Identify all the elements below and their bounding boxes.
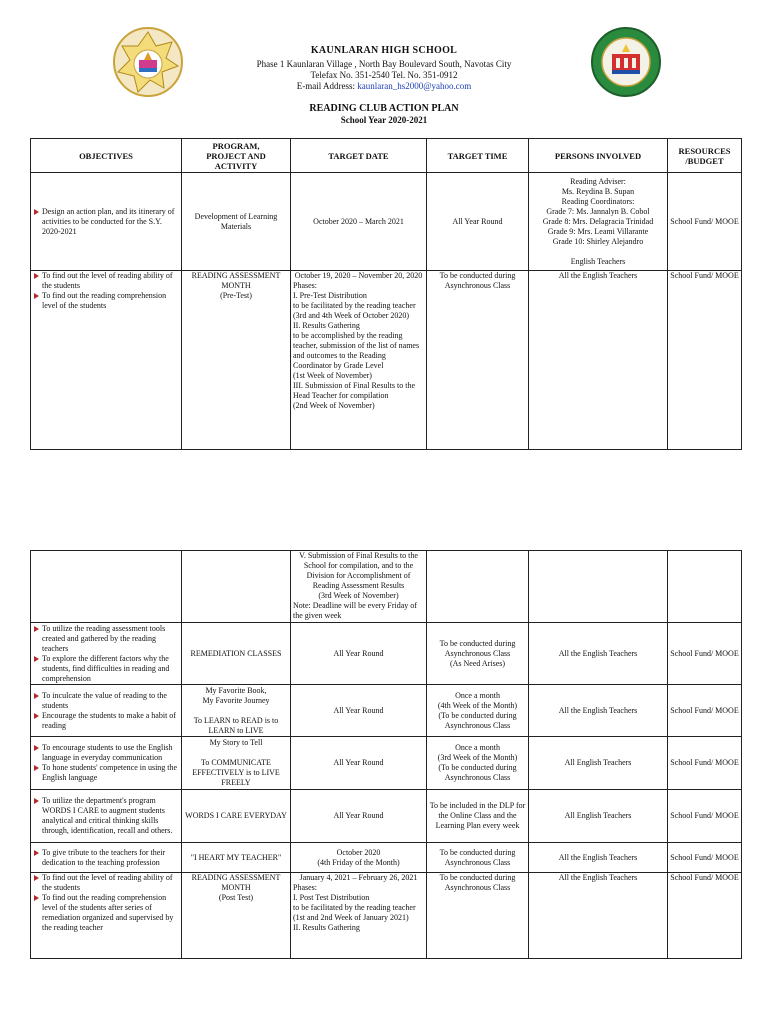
table-row	[31, 173, 742, 271]
date-cell: All Year Round	[291, 737, 427, 790]
date-cell: All Year Round	[291, 685, 427, 737]
school-email-line	[170, 81, 598, 92]
resources-cell: School Fund/ MOOE	[668, 173, 742, 271]
navotas-seal-logo	[590, 26, 662, 98]
table-header-row	[31, 139, 742, 173]
action-plan-table-part1	[30, 138, 742, 450]
action-plan-table-part2	[30, 550, 742, 959]
school-name: KAUNLARAN HIGH SCHOOL	[310, 45, 458, 56]
time-cell: To be included in the DLP for the Online Class and the Learning Plan every week	[427, 790, 529, 843]
date-cell: October 2020 (4th Friday of the Month)	[291, 843, 427, 873]
objective-cell: To inculcate the value of reading to the students Encourage the students to make a habit of reading	[31, 685, 182, 737]
time-cell: Once a month (3rd Week of the Month) (To be conducted during Asynchronous Class	[427, 737, 529, 790]
table-row	[31, 551, 742, 623]
time-cell: To be conducted during Asynchronous Class	[427, 873, 529, 959]
program-cell: WORDS I CARE EVERYDAY	[182, 790, 291, 843]
persons-cell: All the English Teachers	[529, 623, 668, 685]
school-telephone: Telefax No. 351-2540 Tel. No. 351-0912	[310, 70, 458, 80]
persons-cell: All English Teachers	[529, 737, 668, 790]
program-cell: REMEDIATION CLASSES	[182, 623, 291, 685]
persons-cell: All English Teachers	[529, 790, 668, 843]
persons-cell: All the English Teachers	[529, 843, 668, 873]
persons-cell: All the English Teachers	[529, 873, 668, 959]
table-row	[31, 623, 742, 685]
resources-cell: School Fund/ MOOE	[668, 873, 742, 959]
program-cell: READING ASSESSMENT MONTH (Pre-Test)	[182, 271, 291, 450]
table-row	[31, 790, 742, 843]
objective-cell: To utilize the reading assessment tools created and gathered by the reading teachers To explore the different factors why the students, find difficulties in reading and comprehension	[31, 623, 182, 685]
date-cell: October 2020 – March 2021	[291, 173, 427, 271]
date-cell: V. Submission of Final Results to the School for compilation, and to the Division for Accomplishment of Reading Assessment Results (3rd Week of November) Note: Deadline will be every Friday of the given week	[291, 551, 427, 623]
program-cell: My Favorite Book, My Favorite Journey To LEARN to READ is to LEARN to LIVE	[182, 685, 291, 737]
persons-cell: All the English Teachers	[529, 685, 668, 737]
date-cell: October 19, 2020 – November 20, 2020 Phases: I. Pre-Test Distribution to be facilitated by the reading teacher (3rd and 4th Week of October 2020) II. Results Gathering to be accomplished by the reading teacher, submission of the list of names and outcomes to the Reading Coordinator by Grade Level (1st Week of November) III. Submission of Final Results to the Head Teacher for compilation (2nd Week of November)	[291, 271, 427, 450]
program-cell	[182, 551, 291, 623]
program-cell: READING ASSESSMENT MONTH (Post Test)	[182, 873, 291, 959]
objective-cell: To find out the level of reading ability of the students To find out the reading comprehension level of the students	[31, 271, 182, 450]
header-target-time: TARGET TIME	[427, 139, 529, 173]
objective-cell: To utilize the department's program WORDS I CARE to augment students analytical and critical thinking skills through, identification, recall and others.	[31, 790, 182, 843]
table-row	[31, 271, 742, 450]
objective-cell: To find out the level of reading ability of the students To find out the reading comprehension level of the students after series of remediation organized and supervised by the reading teacher	[31, 873, 182, 959]
header-program: PROGRAM, PROJECT AND ACTIVITY	[182, 139, 291, 173]
email-link[interactable]: kaunlaran_hs2000@yahoo.com	[357, 81, 472, 91]
resources-cell	[668, 551, 742, 623]
table-row	[31, 873, 742, 959]
time-cell: To be conducted during Asynchronous Class	[427, 271, 529, 450]
program-cell: My Story to Tell To COMMUNICATE EFFECTIVELY is to LIVE FREELY	[182, 737, 291, 790]
header-resources: RESOURCES /BUDGET	[668, 139, 742, 173]
objective-cell	[31, 551, 182, 623]
time-cell	[427, 551, 529, 623]
objective-cell: Design an action plan, and its itinerary of activities to be conducted for the S.Y. 2020-2021	[31, 173, 182, 271]
email-label: E-mail Address:	[296, 81, 358, 91]
resources-cell: School Fund/ MOOE	[668, 843, 742, 873]
time-cell: To be conducted during Asynchronous Class	[427, 843, 529, 873]
school-year: School Year 2020-2021	[340, 115, 428, 125]
resources-cell: School Fund/ MOOE	[668, 623, 742, 685]
persons-cell	[529, 551, 668, 623]
plan-title: READING CLUB ACTION PLAN	[309, 103, 459, 114]
resources-cell: School Fund/ MOOE	[668, 271, 742, 450]
date-cell: January 4, 2021 – February 26, 2021 Phases: I. Post Test Distribution to be facilitated by the reading teacher (1st and 2nd Week of January 2021) II. Results Gathering	[291, 873, 427, 959]
header-objectives: OBJECTIVES	[31, 139, 182, 173]
date-cell: All Year Round	[291, 623, 427, 685]
persons-cell: All the English Teachers	[529, 271, 668, 450]
table-row	[31, 843, 742, 873]
table-row	[31, 685, 742, 737]
program-cell: Development of Learning Materials	[182, 173, 291, 271]
resources-cell: School Fund/ MOOE	[668, 737, 742, 790]
resources-cell: School Fund/ MOOE	[668, 685, 742, 737]
persons-cell: Reading Adviser: Ms. Reydina B. Supan Reading Coordinators: Grade 7: Ms. Jannalyn B. Cobol Grade 8: Mrs. Delagracia Trinidad Grade 9: Mrs. Leami Villarante Grade 10: Shirley Alejandro English Teachers	[529, 173, 668, 271]
time-cell: All Year Round	[427, 173, 529, 271]
objective-cell: To give tribute to the teachers for their dedication to the teaching profession	[31, 843, 182, 873]
objective-cell: To encourage students to use the English language in everyday communication To hone students' competence in using the English language	[31, 737, 182, 790]
program-cell: "I HEART MY TEACHER"	[182, 843, 291, 873]
resources-cell: School Fund/ MOOE	[668, 790, 742, 843]
date-cell: All Year Round	[291, 790, 427, 843]
time-cell: Once a month (4th Week of the Month) (To be conducted during Asynchronous Class	[427, 685, 529, 737]
table-row	[31, 737, 742, 790]
header-persons: PERSONS INVOLVED	[529, 139, 668, 173]
header-target-date: TARGET DATE	[291, 139, 427, 173]
school-address: Phase 1 Kaunlaran Village , North Bay Boulevard South, Navotas City	[256, 59, 512, 69]
time-cell: To be conducted during Asynchronous Class (As Need Arises)	[427, 623, 529, 685]
